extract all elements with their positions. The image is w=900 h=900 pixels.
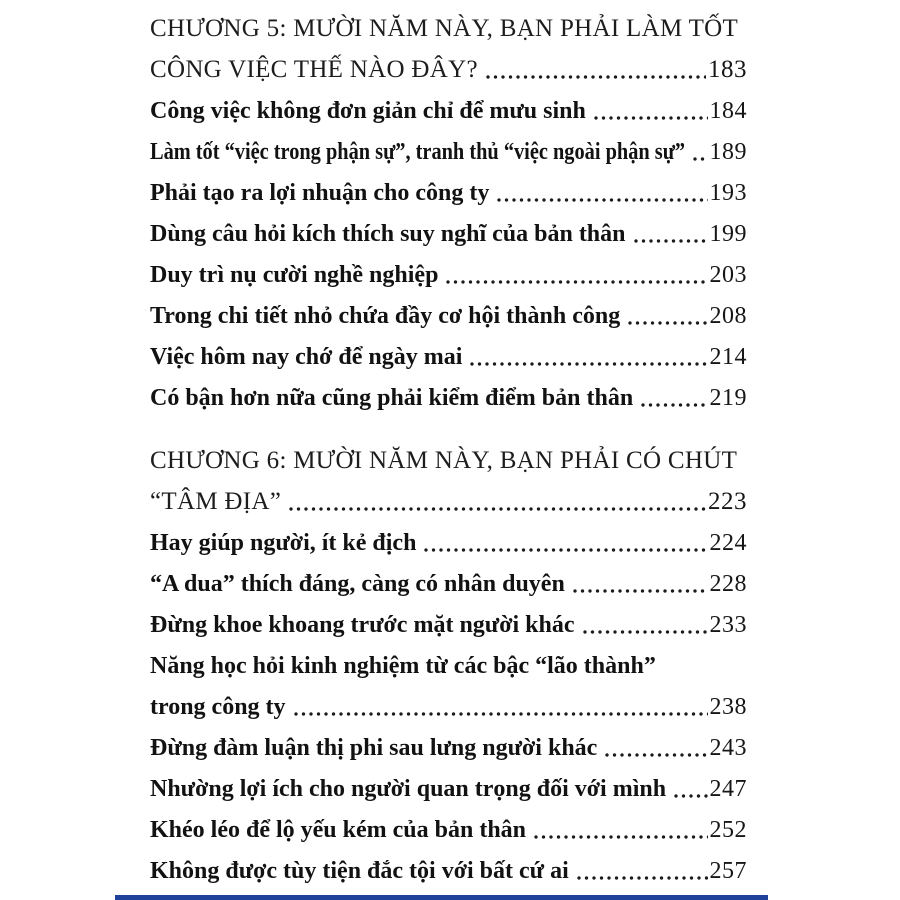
toc-entry-line <box>150 131 747 172</box>
entry-title: Nhường lợi ích cho người quan trọng đối với mình <box>150 776 667 802</box>
dot-leader <box>288 506 706 512</box>
page-number: 243 <box>709 735 747 761</box>
chapter-heading-text: “TÂM ĐỊA” <box>150 488 282 515</box>
entry-title: Khéo léo để lộ yếu kém của bản thân <box>150 817 527 843</box>
page-number: 223 <box>708 488 747 515</box>
entry-title: Hay giúp người, ít kẻ địch <box>150 530 417 556</box>
dot-leader <box>423 547 707 553</box>
page-number: 193 <box>709 180 747 206</box>
dot-leader <box>582 629 708 635</box>
entry-title: Năng học hỏi kinh nghiệm từ các bậc “lão thành” <box>150 653 656 679</box>
entry-title: Đừng khoe khoang trước mặt người khác <box>150 612 575 638</box>
toc-entry-line <box>150 213 747 254</box>
dot-leader <box>533 834 707 840</box>
entry-title: Đừng đàm luận thị phi sau lưng người khác <box>150 735 598 761</box>
page-number: 183 <box>708 56 747 83</box>
entry-title: Việc hôm nay chớ để ngày mai <box>150 344 463 370</box>
page-number: 238 <box>709 694 747 720</box>
dot-leader <box>293 711 708 717</box>
chapter-heading-text: CHƯƠNG 6: MƯỜI NĂM NÀY, BẠN PHẢI CÓ CHÚT <box>150 447 738 474</box>
chapter-heading-line <box>150 49 747 90</box>
page-number: 228 <box>709 571 747 597</box>
entry-title: “A dua” thích đáng, càng có nhân duyên <box>150 571 565 597</box>
toc-entry-line <box>150 563 747 604</box>
toc-entry-line <box>150 645 747 686</box>
toc-entry-line <box>150 295 747 336</box>
toc-entry-line <box>150 768 747 809</box>
toc <box>150 8 747 891</box>
dot-leader <box>633 238 708 244</box>
toc-entry-line <box>150 172 747 213</box>
dot-leader <box>673 793 707 799</box>
page-number: 247 <box>709 776 747 802</box>
page-number: 233 <box>709 612 747 638</box>
entry-title: Dùng câu hỏi kích thích suy nghĩ của bản thân <box>150 221 626 247</box>
toc-entry-line <box>150 90 747 131</box>
book-cover-edge-bar <box>115 895 768 900</box>
entry-title: Trong chi tiết nhỏ chứa đầy cơ hội thành công <box>150 303 621 329</box>
entry-title: Có bận hơn nữa cũng phải kiểm điểm bản thân <box>150 385 634 411</box>
page-number: 224 <box>709 530 747 556</box>
toc-entry-line <box>150 686 747 727</box>
dot-leader <box>627 320 707 326</box>
page-number: 208 <box>709 303 747 329</box>
dot-leader <box>640 402 707 408</box>
chapter-heading-line <box>150 481 747 522</box>
entry-title: Công việc không đơn giản chỉ để mưu sinh <box>150 98 586 124</box>
dot-leader <box>692 156 708 162</box>
toc-entry-line <box>150 254 747 295</box>
page-number: 252 <box>709 817 747 843</box>
toc-entry-line <box>150 377 747 418</box>
chapter-heading-line <box>150 8 747 49</box>
dot-leader <box>576 875 708 881</box>
entry-title: Làm tốt “việc trong phận sự”, tranh thủ “việc ngoài phận sự” <box>150 139 686 165</box>
chapter-heading-text: CHƯƠNG 5: MƯỜI NĂM NÀY, BẠN PHẢI LÀM TỐT <box>150 15 739 42</box>
entry-title: Duy trì nụ cười nghề nghiệp <box>150 262 439 288</box>
toc-entry-line <box>150 850 747 891</box>
dot-leader <box>485 74 706 80</box>
chapter-heading-text: CÔNG VIỆC THẾ NÀO ĐÂY? <box>150 56 478 83</box>
dot-leader <box>445 279 707 285</box>
entry-title: Không được tùy tiện đắc tội với bất cứ ai <box>150 858 569 884</box>
page-number: 199 <box>709 221 747 247</box>
page-number: 189 <box>709 139 747 165</box>
toc-entry-line <box>150 604 747 645</box>
page-number: 184 <box>709 98 747 124</box>
page-number: 219 <box>709 385 747 411</box>
chapter-heading-line <box>150 440 747 481</box>
dot-leader <box>572 588 708 594</box>
toc-entry-line <box>150 336 747 377</box>
toc-entry-line <box>150 809 747 850</box>
toc-section <box>150 440 747 891</box>
page-number: 214 <box>709 344 747 370</box>
toc-entry-line <box>150 727 747 768</box>
toc-section <box>150 8 747 418</box>
page-number: 203 <box>709 262 747 288</box>
dot-leader <box>469 361 707 367</box>
dot-leader <box>496 197 707 203</box>
page-number: 257 <box>709 858 747 884</box>
entry-title: trong công ty <box>150 694 286 720</box>
dot-leader <box>604 752 707 758</box>
dot-leader <box>593 115 708 121</box>
toc-entry-line <box>150 522 747 563</box>
entry-title: Phải tạo ra lợi nhuận cho công ty <box>150 180 490 206</box>
